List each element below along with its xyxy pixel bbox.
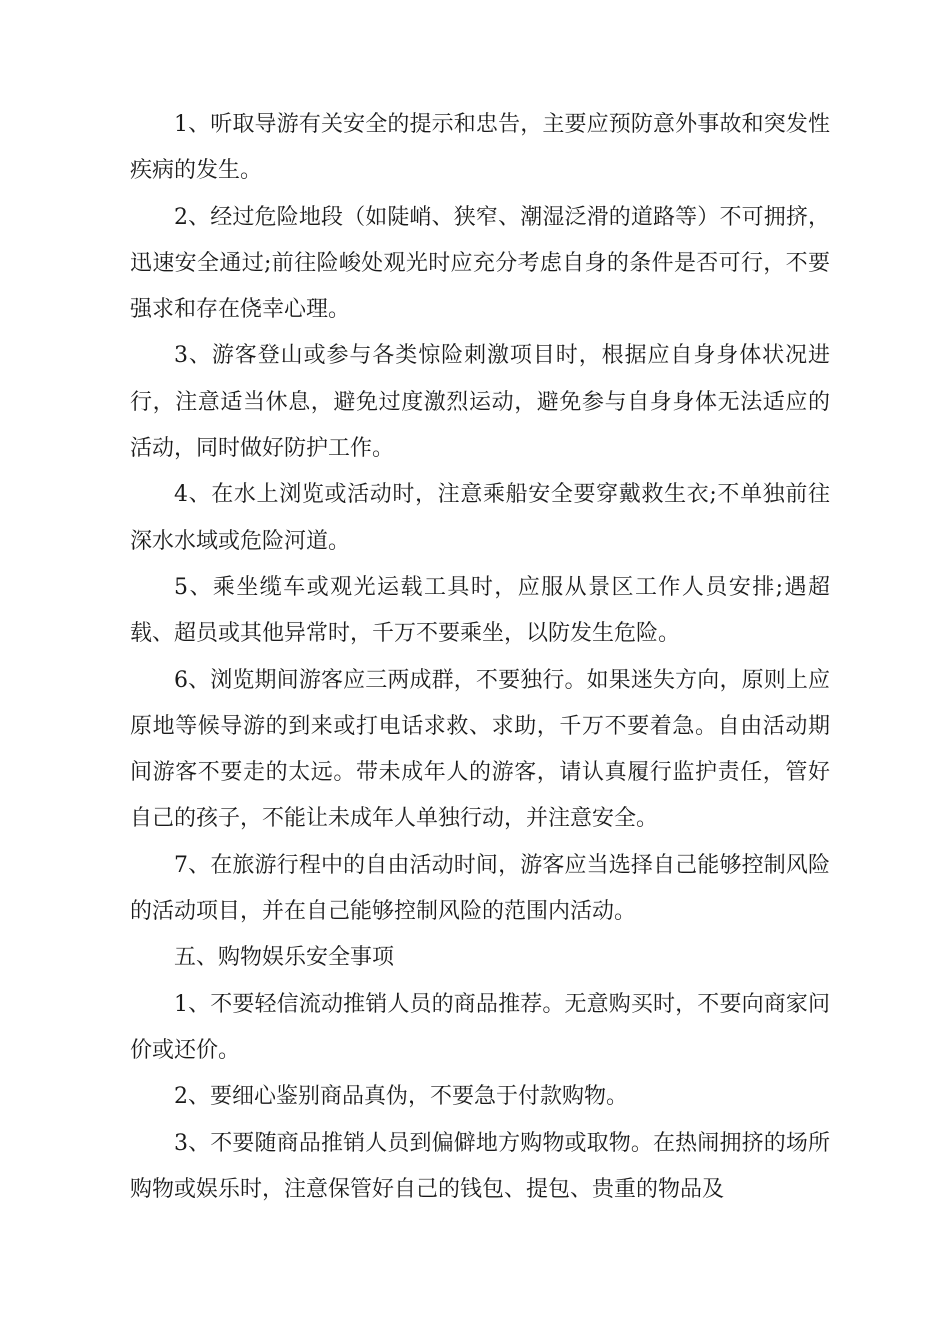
paragraph-shopping-3: 3、不要随商品推销人员到偏僻地方购物或取物。在热闹拥挤的场所购物或娱乐时，注意保管好自己的钱包、提包、贵重的物品及: [130, 1130, 830, 1202]
paragraph-shopping-1: 1、不要轻信流动推销人员的商品推荐。无意购买时，不要向商家问价或还价。: [130, 991, 830, 1063]
paragraph-tip-7: 7、在旅游行程中的自由活动时间，游客应当选择自己能够控制风险的活动项目，并在自己能够控制风险的范围内活动。: [130, 852, 830, 925]
paragraph-tip-2: 2、经过危险地段（如陡峭、狭窄、潮湿泛滑的道路等）不可拥挤，迅速安全通过;前往险峻处观光时应充分考虑自身的条件是否可行，不要强求和存在侥幸心理。: [130, 204, 830, 323]
paragraph-tip-3: 3、游客登山或参与各类惊险刺激项目时，根据应自身身体状况进行，注意适当休息，避免过度激烈运动，避免参与自身身体无法适应的活动，同时做好防护工作。: [130, 343, 830, 462]
section-heading-shopping: 五、购物娱乐安全事项: [174, 945, 395, 971]
paragraph-tip-6: 6、浏览期间游客应三两成群，不要独行。如果迷失方向，原则上应原地等候导游的到来或打电话求救、求助，千万不要着急。自由活动期间游客不要走的太远。带未成年人的游客，请认真履行监护责任，管好自己的孩子，不能让未成年人单独行动，并注意安全。: [130, 667, 830, 832]
paragraph-shopping-2: 2、要细心鉴别商品真伪，不要急于付款购物。: [174, 1084, 628, 1110]
paragraph-tip-5: 5、乘坐缆车或观光运载工具时，应服从景区工作人员安排;遇超载、超员或其他异常时，千万不要乘坐，以防发生危险。: [130, 574, 830, 647]
paragraph-tip-4: 4、在水上浏览或活动时，注意乘船安全要穿戴救生衣;不单独前往深水水域或危险河道。: [130, 482, 830, 554]
paragraph-tip-1: 1、听取导游有关安全的提示和忠告，主要应预防意外事故和突发性疾病的发生。: [130, 112, 830, 184]
document-page: [130, 102, 830, 1213]
